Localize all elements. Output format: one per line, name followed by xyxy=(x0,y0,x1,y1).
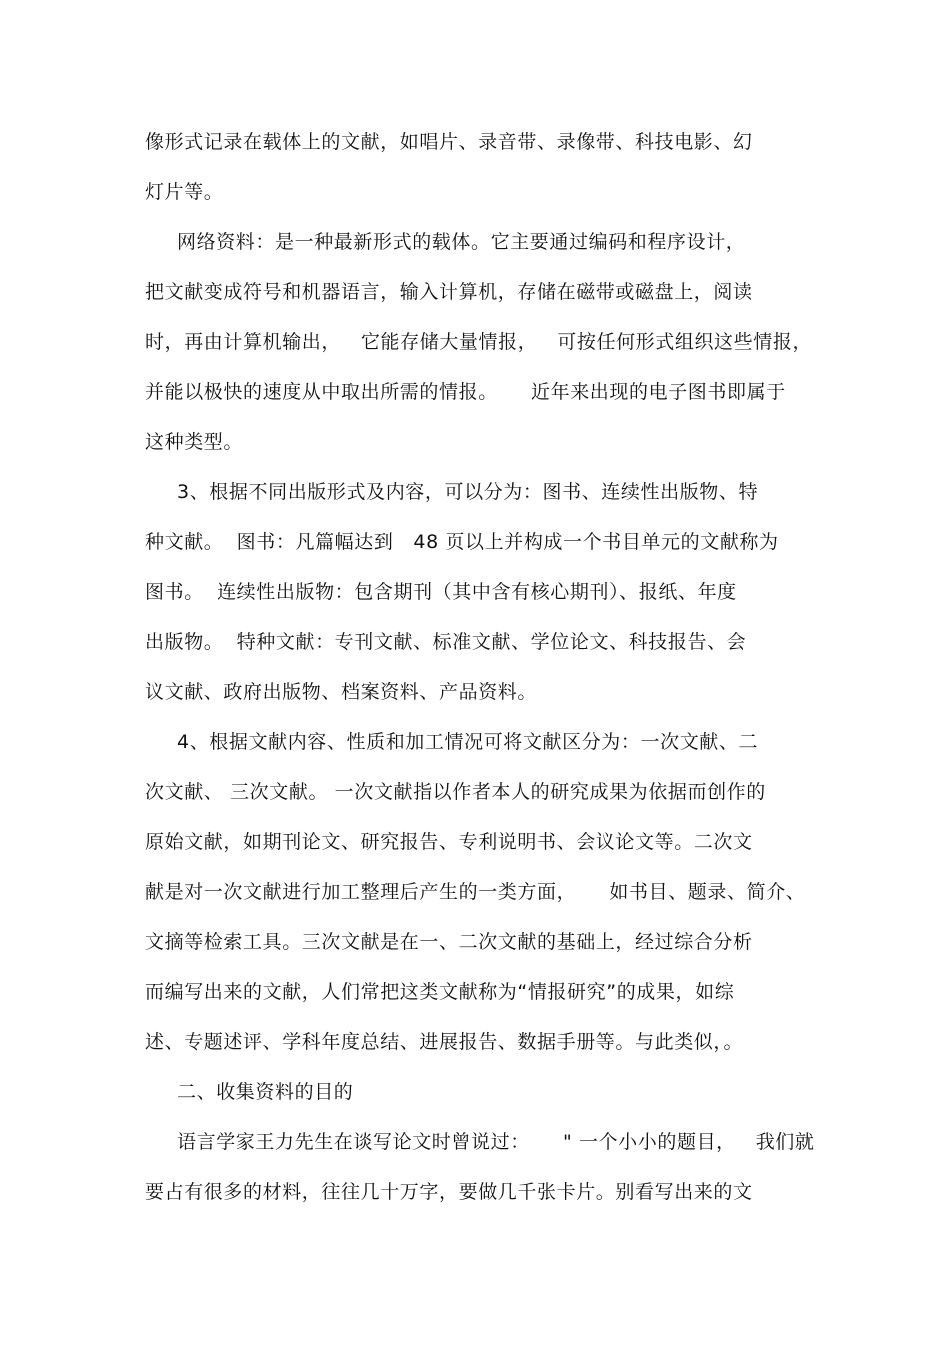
text-line: 3、根据不同出版形式及内容，可以分为：图书、连续性出版物、特 xyxy=(177,481,759,503)
text-line: 并能以极快的速度从中取出所需的情报。 近年来出现的电子图书即属于 xyxy=(145,381,786,403)
text-line: 种文献。 图书：凡篇幅达到 48 页以上并构成一个书目单元的文献称为 xyxy=(145,531,779,553)
text-line: 原始文献，如期刊论文、研究报告、专利说明书、会议论文等。二次文 xyxy=(145,831,753,853)
text-line: 出版物。 特种文献：专刊文献、标准文献、学位论文、科技报告、会 xyxy=(145,631,747,653)
text-line: 献是对一次文献进行加工整理后产生的一类方面， 如书目、题录、简介、 xyxy=(145,881,806,903)
text-line: 次文献、 三次文献。 一次文献指以作者本人的研究成果为依据而创作的 xyxy=(145,781,766,803)
text-line: 这种类型。 xyxy=(145,431,244,453)
text-line: 要占有很多的材料，往往几十万字，要做几千张卡片。别看写出来的文 xyxy=(145,1181,753,1203)
text-line: 把文献变成符号和机器语言，输入计算机，存储在磁带或磁盘上，阅读 xyxy=(145,281,753,303)
text-line: 时，再由计算机输出， 它能存储大量情报， 可按任何形式组织这些情报， xyxy=(145,331,813,353)
text-line: 语言学家王力先生在谈写论文时曾说过： " 一个小小的题目， 我们就 xyxy=(177,1131,815,1153)
text-line: 像形式记录在载体上的文献，如唱片、录音带、录像带、科技电影、幻 xyxy=(145,131,753,153)
text-line: 而编写出来的文献，人们常把这类文献称为“情报研究”的成果，如综 xyxy=(145,981,735,1003)
text-line: 4、根据文献内容、性质和加工情况可将文献区分为：一次文献、二 xyxy=(177,731,759,753)
text-line: 议文献、政府出版物、档案资料、产品资料。 xyxy=(145,681,538,703)
text-line: 述、专题述评、学科年度总结、进展报告、数据手册等。与此类似，。 xyxy=(145,1031,744,1053)
text-line: 网络资料：是一种最新形式的载体。它主要通过编码和程序设计， xyxy=(177,231,746,253)
text-line: 文摘等检索工具。三次文献是在一、二次文献的基础上，经过综合分析 xyxy=(145,931,753,953)
text-line: 图书。 连续性出版物：包含期刊（其中含有核心期刊）、报纸、年度 xyxy=(145,581,737,603)
text-line: 灯片等。 xyxy=(145,181,224,203)
section-heading: 二、收集资料的目的 xyxy=(177,1081,354,1103)
